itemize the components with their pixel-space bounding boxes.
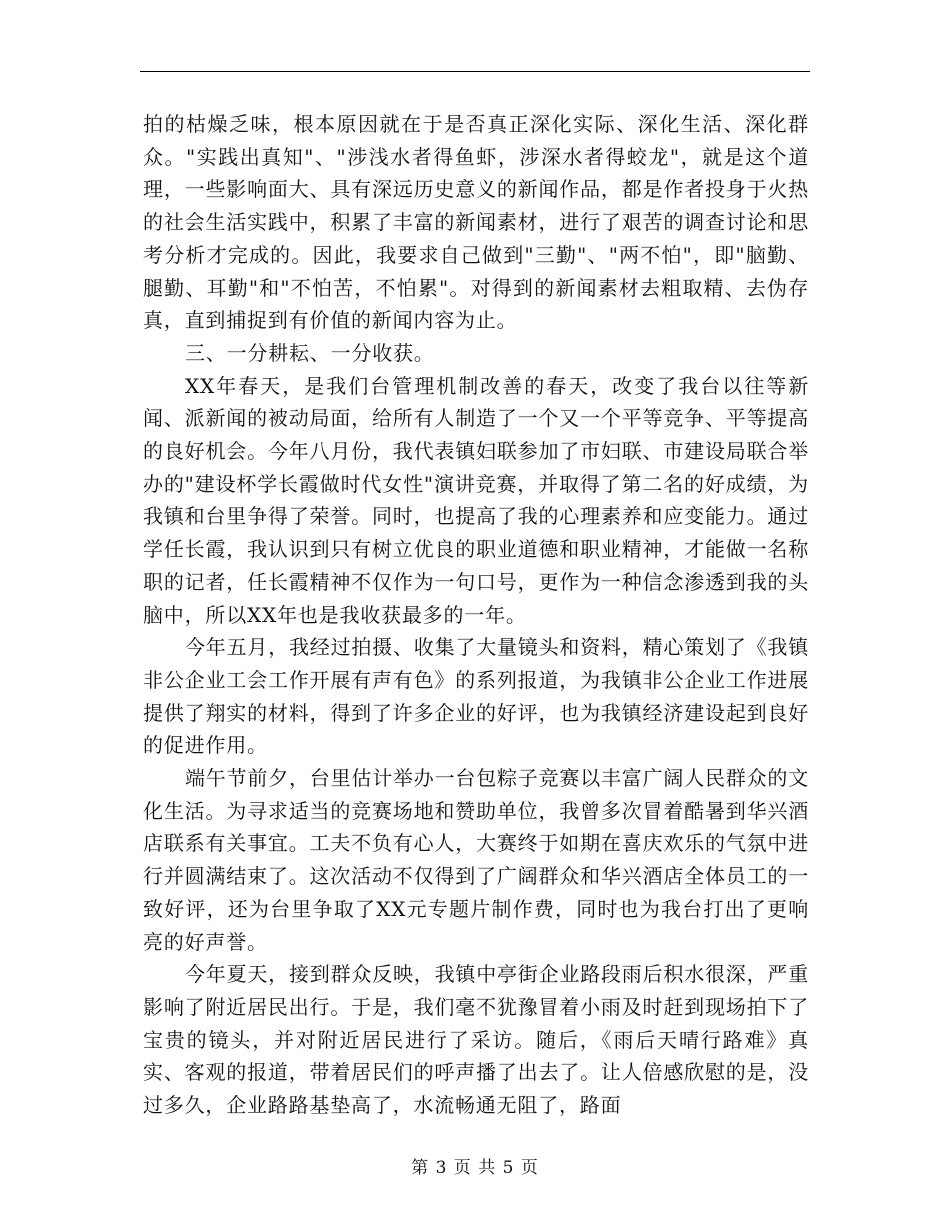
page-footer: 第 3 页 共 5 页 (411, 1158, 539, 1178)
paragraph-5: 今年夏天，接到群众反映，我镇中亭街企业路段雨后积水很深，严重影响了附近居民出行。于是，我们毫不犹豫冒着小雨及时赶到现场拍下了宝贵的镜头，并对附近居民进行了采访。随后，《雨后天晴行路难》真实、客观的报道，带着居民们的呼声播了出去了。让人倍感欣慰的是，没过多久，企业路路基垫高了，水流畅通无阻了，路面 (143, 962, 809, 1118)
document-body (143, 108, 809, 1122)
paragraph-2: XX年春天，是我们台管理机制改善的春天，改变了我台以往等新闻、派新闻的被动局面，给所有人制造了一个又一个平等竞争、平等提高的良好机会。今年八月份，我代表镇妇联参加了市妇联、市建设局联合举办的"建设杯学长霞做时代女性"演讲竞赛，并取得了第二名的好成绩，为我镇和台里争得了荣誉。同时，也提高了我的心理素养和应变能力。通过学任长霞，我认识到只有树立优良的职业道德和职业精神，才能做一名称职的记者，任长霞精神不仅作为一句口号，更作为一种信念渗透到我的头脑中，所以XX年也是我收获最多的一年。 (143, 373, 809, 627)
paragraph-4: 端午节前夕，台里估计举办一台包粽子竞赛以丰富广阔人民群众的文化生活。为寻求适当的竞赛场地和赞助单位，我曾多次冒着酷暑到华兴酒店联系有关事宜。工夫不负有心人，大赛终于如期在喜庆欢乐的气氛中进行并圆满结束了。这次活动不仅得到了广阔群众和华兴酒店全体员工的一致好评，还为台里争取了XX元专题片制作费，同时也为我台打出了更响亮的好声誉。 (143, 766, 809, 954)
header-rule (140, 71, 810, 72)
paragraph-1: 拍的枯燥乏味，根本原因就在于是否真正深化实际、深化生活、深化群众。"实践出真知"、"涉浅水者得鱼虾，涉深水者得蛟龙"，就是这个道理，一些影响面大、具有深远历史意义的新闻作品，都是作者投身于火热的社会生活实践中，积累了丰富的新闻素材，进行了艰苦的调查讨论和思考分析才完成的。因此，我要求自己做到"三勤"、"两不怕"，即"脑勤、腿勤、耳勤"和"不怕苦，不怕累"。对得到的新闻素材去粗取精、去伪存真，直到捕捉到有价值的新闻内容为止。 (143, 112, 809, 333)
section-heading: 三、一分耕耘、一分收获。 (185, 340, 435, 365)
paragraph-3: 今年五月，我经过拍摄、收集了大量镜头和资料，精心策划了《我镇非公企业工会工作开展有声有色》的系列报道，为我镇非公企业工作进展提供了翔实的材料，得到了许多企业的好评，也为我镇经济建设起到良好的促进作用。 (143, 635, 809, 758)
